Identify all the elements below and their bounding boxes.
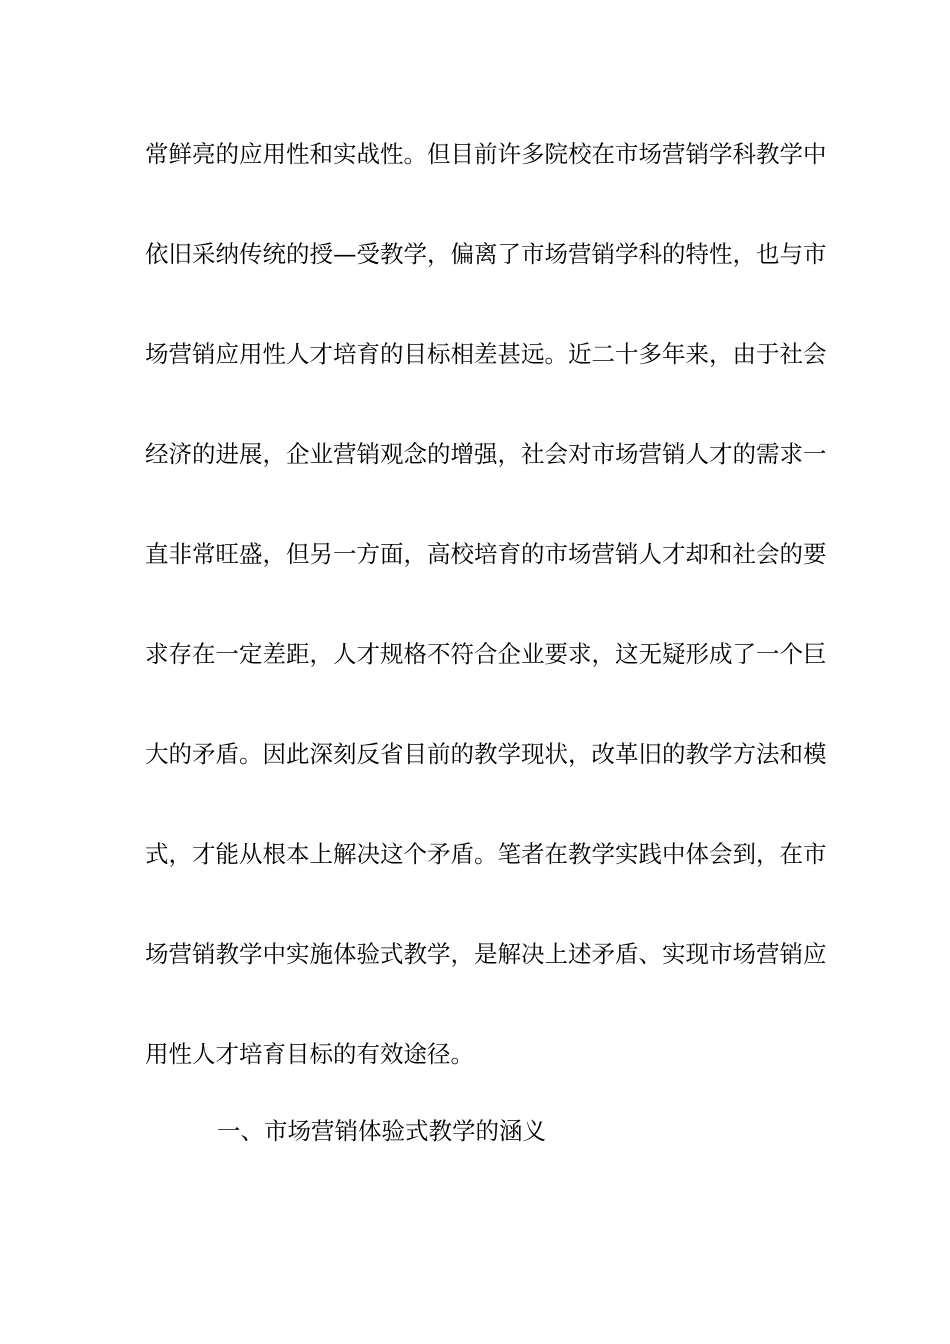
body-paragraph [145, 131, 827, 1131]
paragraph-line: 大的矛盾。因此深刻反省目前的教学现状，改革旧的教学方法和模 [145, 740, 827, 768]
paragraph-line: 经济的进展，企业营销观念的增强，社会对市场营销人才的需求一 [145, 440, 827, 468]
paragraph-line: 用性人才培育目标的有效途径。 [145, 1040, 474, 1068]
paragraph-line: 场营销教学中实施体验式教学，是解决上述矛盾、实现市场营销应 [145, 940, 827, 968]
paragraph-line: 常鲜亮的应用性和实战性。但目前许多院校在市场营销学科教学中 [145, 140, 827, 168]
paragraph-line: 直非常旺盛，但另一方面，高校培育的市场营销人才却和社会的要 [145, 540, 827, 568]
paragraph-line: 式，才能从根本上解决这个矛盾。笔者在教学实践中体会到，在市 [145, 840, 827, 868]
paragraph-line: 求存在一定差距，人才规格不符合企业要求，这无疑形成了一个巨 [145, 640, 827, 668]
paragraph-line: 场营销应用性人才培育的目标相差甚远。近二十多年来，由于社会 [145, 340, 827, 368]
section-heading: 一、市场营销体验式教学的涵义 [217, 1117, 546, 1145]
paragraph-line: 依旧采纳传统的授—受教学，偏离了市场营销学科的特性，也与市 [145, 240, 827, 268]
